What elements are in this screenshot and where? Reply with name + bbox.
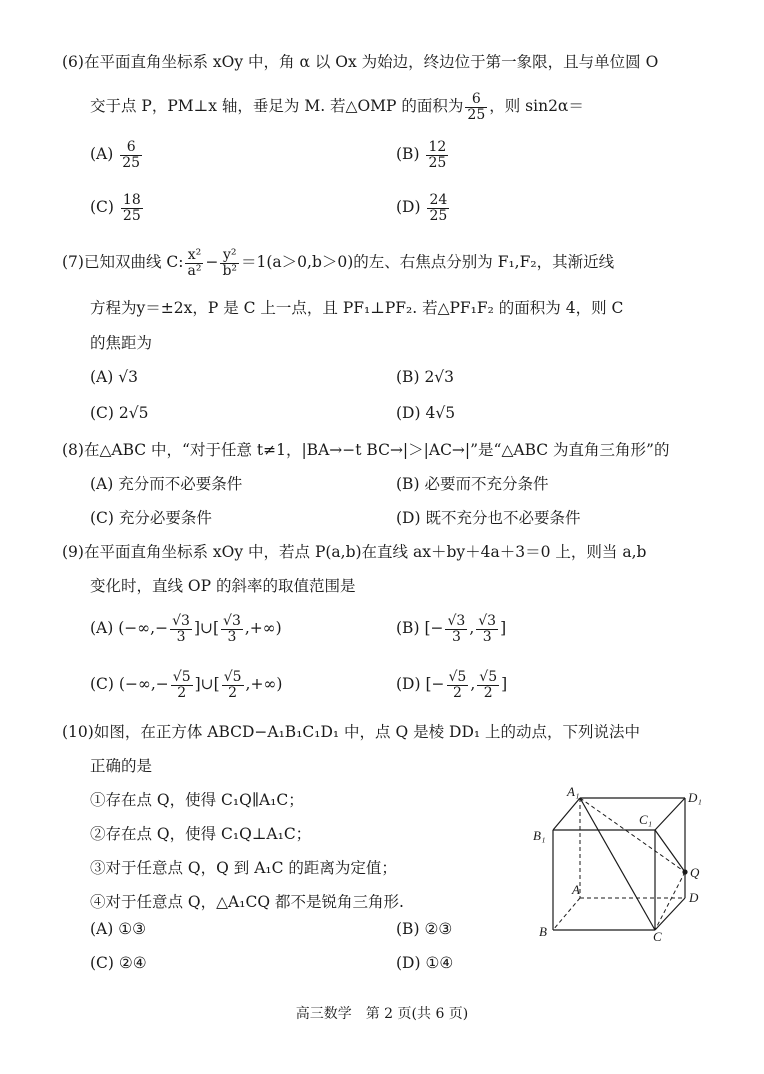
q6-area-den: 25 [467,106,486,123]
option-part: ,+∞) [244,619,282,638]
q7-option-a [90,368,138,386]
edge-a1-b1 [553,798,580,830]
frac-num: 6 [120,140,142,156]
option-label: (D) [396,198,421,217]
frac-num: √3 [223,613,241,629]
q10-statement-2: ②存在点 Q，使得 C₁Q⊥A₁C； [90,825,312,843]
option-label: (D) [396,954,421,972]
option-part: (−∞,− [118,675,169,694]
frac-den: 2 [228,684,238,701]
option-text: 既不充分也不必要条件 [425,509,581,527]
frac-num: 18 [122,192,141,208]
label-b: B [539,924,547,939]
option-fraction [477,670,499,700]
option-label: (A) [90,619,114,638]
q6-line1: (6)在平面直角坐标系 xOy 中，角 α 以 Ox 为始边，终边位于第一象限，且与单位圆 O [62,53,659,71]
q7-option-c [90,404,149,422]
frac-den: b² [222,262,238,279]
frac-num: x² [185,248,203,264]
q9-line1: (9)在平面直角坐标系 xOy 中，若点 P(a,b)在直线 ax＋by＋4a＋3＝0 上，则当 a,b [62,543,647,561]
option-label: (A) [90,368,114,386]
label-c1: C₁ [639,812,653,827]
label-c: C [653,929,662,944]
option-label: (B) [396,920,420,938]
option-fraction [170,614,192,644]
hidden-a1-q [580,798,685,872]
label-a1: A₁ [567,784,580,799]
option-fraction [476,614,498,644]
frac-den: 2 [177,684,187,701]
frac-num: √5 [479,669,498,685]
option-text: √3 [118,368,138,386]
q10-statement-1: ①存在点 Q，使得 C₁Q∥A₁C； [90,791,304,809]
option-fraction [445,614,467,644]
frac-num: √3 [447,613,466,629]
option-part: ]∪[ [193,619,220,638]
q8-option-a [90,472,242,494]
q9-option-b [396,614,506,644]
frac-den: 25 [428,154,447,171]
q7-line1 [62,248,614,278]
hidden-edge-a-b [553,898,580,930]
option-fraction [426,140,448,170]
q6-line2 [90,92,584,122]
frac-den: 2 [483,684,493,701]
q7-option-d [396,404,455,422]
q7-line3: 的焦距为 [90,334,153,352]
option-label: (A) [90,475,114,493]
option-part: [− [424,619,444,638]
frac-den: 3 [482,628,492,645]
q10-statement-3: ③对于任意点 Q，Q 到 A₁C 的距离为定值； [90,859,397,877]
q6-option-d [396,193,451,223]
q10-line1: (10)如图，在正方体 ABCD−A₁B₁C₁D₁ 中，点 Q 是棱 DD₁ 上的动点，下列说法中 [62,723,641,741]
option-label: (D) [396,509,421,527]
label-b1: B₁ [533,828,546,843]
point-q-dot [682,869,687,874]
label-d: D [689,890,699,905]
q8-option-b [396,472,548,494]
option-part: (−∞,− [118,619,169,638]
option-part: ] [500,619,507,638]
page-footer: 高三数学 第 2 页(共 6 页) [295,1006,469,1022]
q7-minus: − [205,253,219,272]
q9-option-d [396,670,507,700]
option-text: 充分必要条件 [118,509,212,527]
option-fraction [222,670,244,700]
option-part: ,+∞) [245,675,283,694]
frac-num: √5 [223,669,242,685]
label-a: A [572,882,580,897]
q10-option-d [396,954,453,972]
q6-option-b [396,140,450,170]
option-text: 充分而不必要条件 [118,475,243,493]
option-text: 2√3 [424,368,455,386]
q8-option-c [90,506,212,528]
option-text: 2√5 [118,404,149,422]
q6-option-a [90,140,144,170]
frac-den: 3 [176,628,186,645]
option-fraction [120,140,142,170]
edge-c1-d1 [655,798,685,830]
frac-num: √5 [448,669,467,685]
q10-statement-4: ④对于任意点 Q，△A₁CQ 都不是锐角三角形. [90,893,404,911]
q6-line2-before: 交于点 P，PM⊥x 轴，垂足为 M. 若△OMP 的面积为 [90,97,464,116]
frac-den: 3 [227,628,237,645]
option-text: 必要而不充分条件 [424,475,549,493]
option-label: (B) [396,368,420,386]
option-part: ] [501,675,508,694]
q6-option-c [90,193,145,223]
frac-den: 2 [452,684,462,701]
q7-line1-after: ＝1(a＞0,b＞0)的左、右焦点分别为 F₁,F₂，其渐近线 [241,253,615,272]
q10-option-c [90,954,147,972]
option-label: (B) [396,475,420,493]
q10-line2: 正确的是 [90,757,153,775]
option-part: , [470,675,476,694]
option-text: ①④ [425,954,454,972]
q6-area-fraction [465,92,487,122]
q6-line2-after: ，则 sin2α＝ [489,97,584,116]
frac-num: √3 [478,613,497,629]
option-text: 4√5 [425,404,456,422]
option-text: ①③ [118,920,147,938]
q7-x-fraction [185,248,203,278]
frac-den: 3 [451,628,461,645]
option-label: (C) [90,675,114,694]
q10-option-a [90,920,146,938]
q8-line1: (8)在△ABC 中，“对于任意 t≠1，|BA→−t BC→|＞|AC→|”是“△ABC 为直角三角形”的 [62,441,670,459]
hidden-q-c [655,872,685,930]
option-label: (B) [396,619,420,638]
q10-option-b [396,920,452,938]
label-q: Q [690,865,700,880]
edge-c-d [655,898,685,930]
option-label: (A) [90,920,114,938]
label-d1: D₁ [688,790,702,805]
frac-num: 12 [428,139,447,155]
q7-y-fraction [220,248,239,278]
option-label: (D) [396,404,421,422]
option-text: ②③ [424,920,453,938]
option-fraction [221,614,243,644]
segment-c1-q [655,830,685,872]
option-fraction [427,193,449,223]
option-fraction [171,670,193,700]
q9-line2: 变化时，直线 OP 的斜率的取值范围是 [90,577,356,595]
option-part: , [469,619,475,638]
frac-den: a² [187,262,202,279]
option-label: (B) [396,145,420,164]
option-fraction [121,193,143,223]
frac-num: 24 [429,192,448,208]
q7-line2: 方程为y＝±2x，P 是 C 上一点，且 PF₁⊥PF₂. 若△PF₁F₂ 的面积为 4，则 C [90,299,624,317]
frac-num: √3 [172,613,190,629]
q9-option-c [90,670,282,700]
option-fraction [447,670,469,700]
option-label: (C) [90,509,114,527]
option-label: (C) [90,404,114,422]
q7-option-b [396,368,454,386]
frac-den: 25 [429,207,448,224]
frac-num: y² [220,248,239,264]
frac-den: 25 [122,207,141,224]
option-text: ②④ [118,954,147,972]
q9-option-a [90,614,282,644]
option-label: (D) [396,675,421,694]
q7-line1-before: (7)已知双曲线 C: [62,253,184,272]
frac-den: 25 [122,154,141,171]
option-part: ]∪[ [194,675,220,694]
q8-option-d [396,506,580,528]
option-label: (C) [90,954,114,972]
frac-num: √5 [172,669,191,685]
option-label: (A) [90,145,114,164]
option-label: (C) [90,198,114,217]
cube-figure [525,780,715,945]
q6-area-num: 6 [465,92,487,108]
option-part: [− [425,675,445,694]
